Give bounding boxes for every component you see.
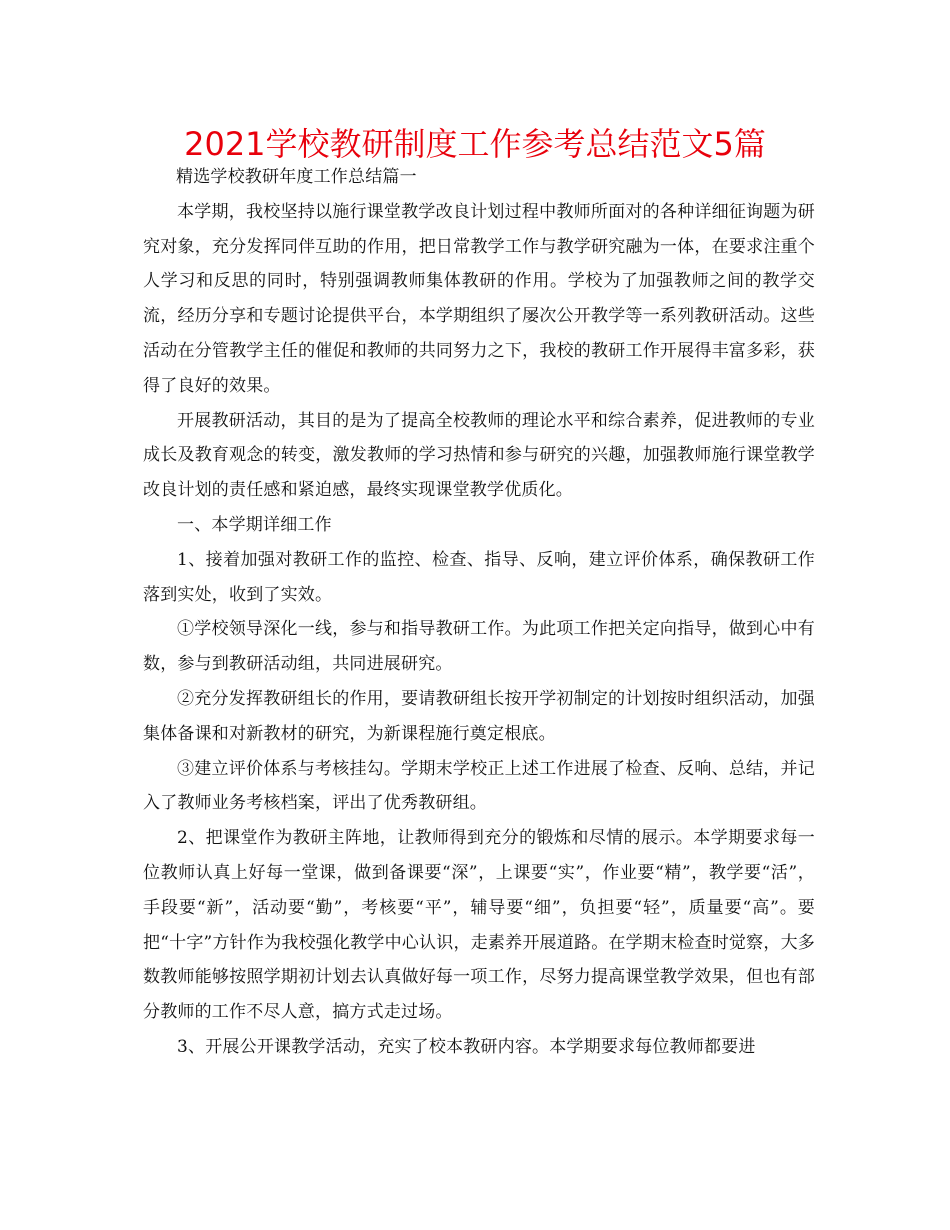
paragraph-item-1: 1、接着加强对教研工作的监控、检查、指导、反响，建立评价体系，确保教研工作落到实处，收到了实效。 <box>143 549 815 605</box>
paragraph-item-3: 3、开展公开课教学活动，充实了校本教研内容。本学期要求每位教师都要进 <box>177 1036 756 1057</box>
paragraph-item-1c: ③建立评价体系与考核挂勾。学期末学校正上述工作进展了检查、反响、总结，并记入了教师业务考核档案，评出了优秀教研组。 <box>143 758 815 814</box>
paragraph-item-1b: ②充分发挥教研组长的作用，要请教研组长按开学初制定的计划按时组织活动，加强集体备课和对新教材的研究，为新课程施行奠定根底。 <box>143 688 815 744</box>
paragraph-purpose: 开展教研活动，其目的是为了提高全校教师的理论水平和综合素养，促进教师的专业成长及教育观念的转变，激发教师的学习热情和参与研究的兴趣，加强教师施行课堂教学改良计划的责任感和紧迫感，最终实现课堂教学优质化。 <box>143 410 815 501</box>
section-heading: 一、本学期详细工作 <box>177 514 332 535</box>
document-subtitle: 精选学校教研年度工作总结篇一 <box>176 167 417 187</box>
paragraph-item-2: 2、把课堂作为教研主阵地，让教师得到充分的锻炼和尽情的展示。本学期要求每一位教师认真上好每一堂课，做到备课要“深”，上课要“实”，作业要“精”，教学要“活”，手段要“新”，活动要“勤”，考核要“平”，辅导要“细”，负担要“轻”，质量要“高”。要把“十字”方针作为我校强化教学中心认识，走素养开展道路。在学期末检查时觉察，大多数教师能够按照学期初计划去认真做好每一项工作，尽努力提高课堂教学效果，但也有部分教师的工作不尽人意，搞方式走过场。 <box>143 828 815 1023</box>
paragraph-item-1a: ①学校领导深化一线，参与和指导教研工作。为此项工作把关定向指导，做到心中有数，参与到教研活动组，共同进展研究。 <box>143 619 815 675</box>
document-body <box>143 160 815 1065</box>
paragraph-intro: 本学期，我校坚持以施行课堂教学改良计划过程中教师所面对的各种详细征询题为研究对象，充分发挥同伴互助的作用，把日常教学工作与教学研究融为一体，在要求注重个人学习和反思的同时，特别强调教师集体教研的作用。学校为了加强教师之间的教学交流，经历分享和专题讨论提供平台，本学期组织了屡次公开教学等一系列教研活动。这些活动在分管教学主任的催促和教师的共同努力之下，我校的教研工作开展得丰富多彩，获得了良好的效果。 <box>143 201 815 396</box>
document-title: 2021学校教研制度工作参考总结范文5篇 <box>184 125 766 163</box>
